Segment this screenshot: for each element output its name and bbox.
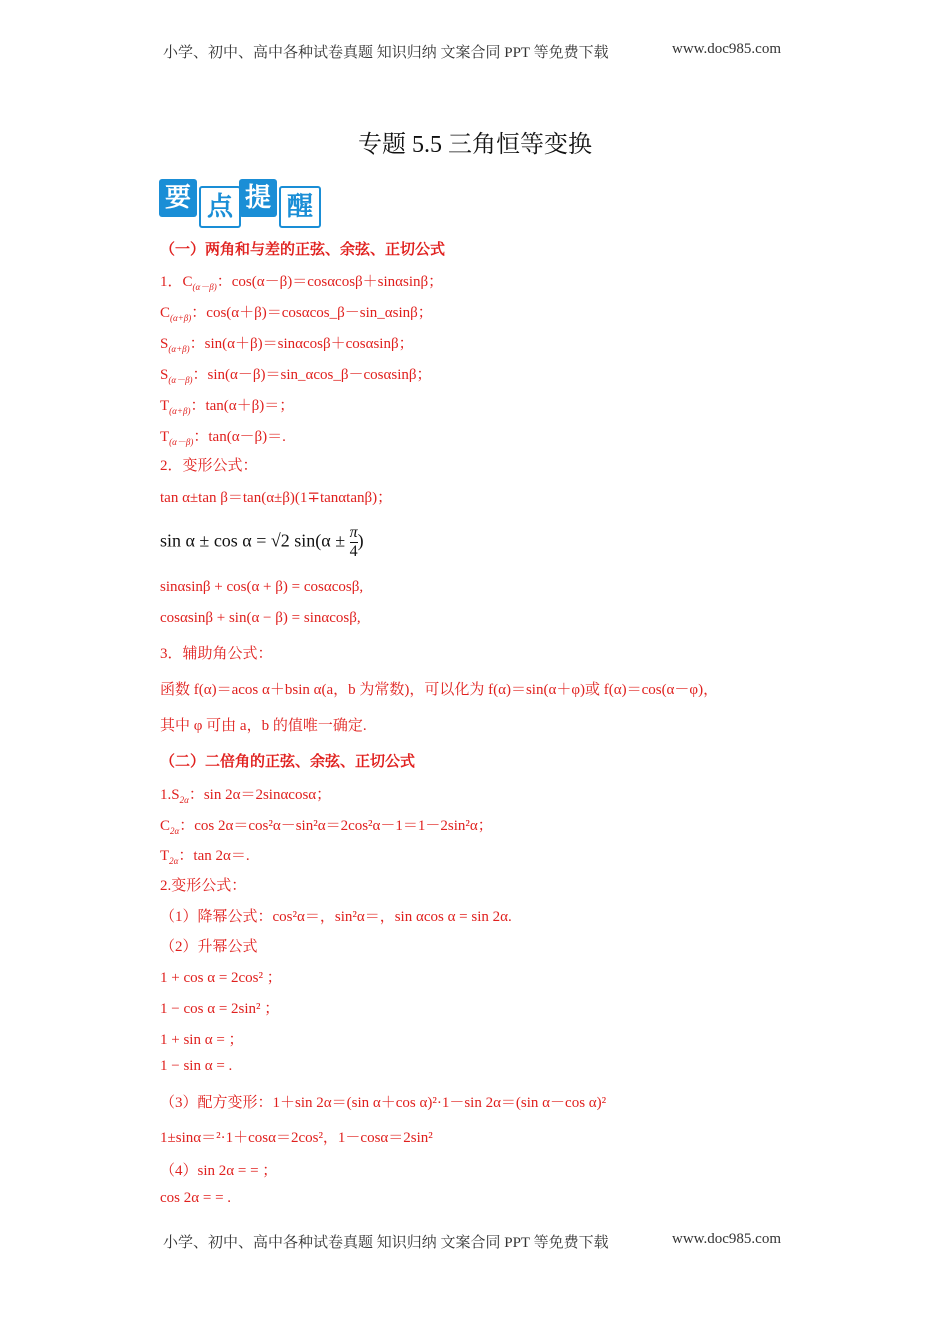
line-text: 1 − cos α = 2sin² ； <box>160 1001 280 1017</box>
formula-label: 1．C <box>160 274 193 290</box>
formula-subscript: 2α <box>169 856 179 866</box>
formula-line <box>160 678 718 699</box>
line-text: ：tan 2α＝. <box>178 848 250 864</box>
line-text: ：sin 2α＝2sinαcosα； <box>188 787 332 803</box>
line-text: 1±sinα＝²·1＋cosα＝2cos²，1－cosα＝2sin² <box>160 1130 433 1146</box>
formula-line <box>160 425 286 448</box>
formula-line <box>160 332 414 354</box>
line-text: 1 + sin α = ； <box>160 1032 244 1048</box>
footer-left-text: 小学、初中、高中各种试卷真题 知识归纳 文案合同 PPT 等免费下载 <box>163 1235 609 1251</box>
formula-line <box>160 1159 277 1180</box>
formula-line <box>160 783 331 805</box>
formula-line <box>160 1028 244 1049</box>
formula-line <box>160 363 432 386</box>
line-text: 其中 φ 可由 a，b 的值唯一确定. <box>160 718 367 734</box>
line-text: ：cos(α＋β)＝cosαcos_β－sin_αsinβ； <box>191 305 433 321</box>
formula-subscript: (α+β) <box>168 344 190 354</box>
line-text: ：cos 2α＝cos²α－sin²α＝2cos²α－1＝1－2sin²α； <box>179 818 493 834</box>
formula-label: T <box>160 848 170 864</box>
formula-line <box>160 1126 433 1147</box>
formula-line <box>160 714 367 735</box>
badge-char: 要 <box>159 179 197 217</box>
line-text: sin α ± cos α = √2 sin(α ± <box>160 530 350 551</box>
line-text: ：cos(α－β)＝cosαcosβ＋sinαsinβ； <box>216 274 444 290</box>
formula-line <box>160 1190 231 1207</box>
formula-subscript: (α+β) <box>170 313 192 323</box>
line-text: cos 2α = = . <box>160 1190 232 1206</box>
badge-char: 醒 <box>279 186 321 228</box>
line-text: （一）两角和与差的正弦、余弦、正切公式 <box>160 240 446 258</box>
section-heading <box>160 750 415 771</box>
line-text: 函数 f(α)＝acos α＋bsin α(a，b 为常数)，可以化为 f(α)＝sin(α＋φ)或 f(α)＝cos(α－φ)， <box>160 682 719 698</box>
line-text: 1 − sin α = . <box>160 1058 233 1074</box>
formula-label: S <box>160 336 169 352</box>
line-text: （1）降幂公式：cos²α＝，sin²α＝，sin αcos α = sin 2α. <box>160 909 512 925</box>
line-text: tan α±tan β＝tan(α±β)(1∓tanαtanβ)； <box>160 490 393 506</box>
formula-line <box>160 486 392 507</box>
formula-subscript: (α－β) <box>192 282 217 292</box>
formula-line <box>160 394 294 416</box>
formula-subscript: 2α <box>170 826 180 836</box>
formula-line <box>160 270 443 293</box>
formula-subscript: (α－β) <box>169 437 194 447</box>
formula-line <box>160 301 433 323</box>
line-text: ：sin(α＋β)＝sinαcosβ＋cosαsinβ； <box>189 336 414 352</box>
formula-line <box>160 579 363 596</box>
formula-line <box>160 524 364 561</box>
formula-label: C <box>160 305 171 321</box>
line-text: sinαsinβ + cos(α + β) = cosαcosβ, <box>160 579 364 595</box>
line-text: 2.变形公式： <box>160 878 247 894</box>
formula-line <box>160 814 493 836</box>
formula-line <box>160 997 279 1018</box>
page-title: 专题 5.5 三角恒等变换 <box>358 132 592 158</box>
formula-subscript: (α－β) <box>168 375 193 385</box>
formula-line <box>160 610 361 627</box>
formula-label: T <box>160 398 170 414</box>
formula-line <box>160 454 258 475</box>
line-text: （2）升幂公式 <box>160 939 258 955</box>
badge-char: 点 <box>199 186 241 228</box>
formula-subscript: 2α <box>179 795 189 805</box>
line-text: 2．变形公式： <box>160 458 258 474</box>
fraction <box>350 524 358 561</box>
formula-subscript: (α+β) <box>169 406 191 416</box>
header-left-text: 小学、初中、高中各种试卷真题 知识归纳 文案合同 PPT 等免费下载 <box>163 45 609 61</box>
section-heading <box>160 238 445 259</box>
line-text: ：tan(α＋β)＝； <box>190 398 295 414</box>
line-text: ：tan(α－β)＝. <box>193 429 286 445</box>
denominator: 4 <box>349 543 358 560</box>
formula-label: S <box>160 367 169 383</box>
line-text: 1 + cos α = 2cos² ； <box>160 970 282 986</box>
formula-line <box>160 905 512 926</box>
formula-label: C <box>160 818 171 834</box>
line-text: 3．辅助角公式： <box>160 646 273 662</box>
line-text: （3）配方变形：1＋sin 2α＝(sin α＋cos α)²·1－sin 2α＝(sin α－cos α)² <box>160 1095 607 1111</box>
formula-line <box>160 935 258 956</box>
footer-url: www.doc985.com <box>672 1231 782 1247</box>
formula-line <box>160 966 282 987</box>
formula-label: T <box>160 429 170 445</box>
numerator: π <box>349 524 358 541</box>
badge-char: 提 <box>239 179 277 217</box>
line-text: （4）sin 2α = = ； <box>160 1163 278 1179</box>
formula-line <box>160 642 273 663</box>
line-text: ：sin(α－β)＝sin_αcos_β－cosαsinβ； <box>192 367 432 383</box>
line-text: （二）二倍角的正弦、余弦、正切公式 <box>160 752 416 770</box>
formula-line <box>160 1091 606 1112</box>
formula-line <box>160 844 250 866</box>
line-text: cosαsinβ + sin(α − β) = sinαcosβ, <box>160 610 361 626</box>
formula-label: 1.S <box>160 787 180 803</box>
formula-line <box>160 1058 232 1075</box>
formula-line <box>160 874 246 895</box>
header-url: www.doc985.com <box>672 41 782 57</box>
line-text: ) <box>357 530 364 551</box>
